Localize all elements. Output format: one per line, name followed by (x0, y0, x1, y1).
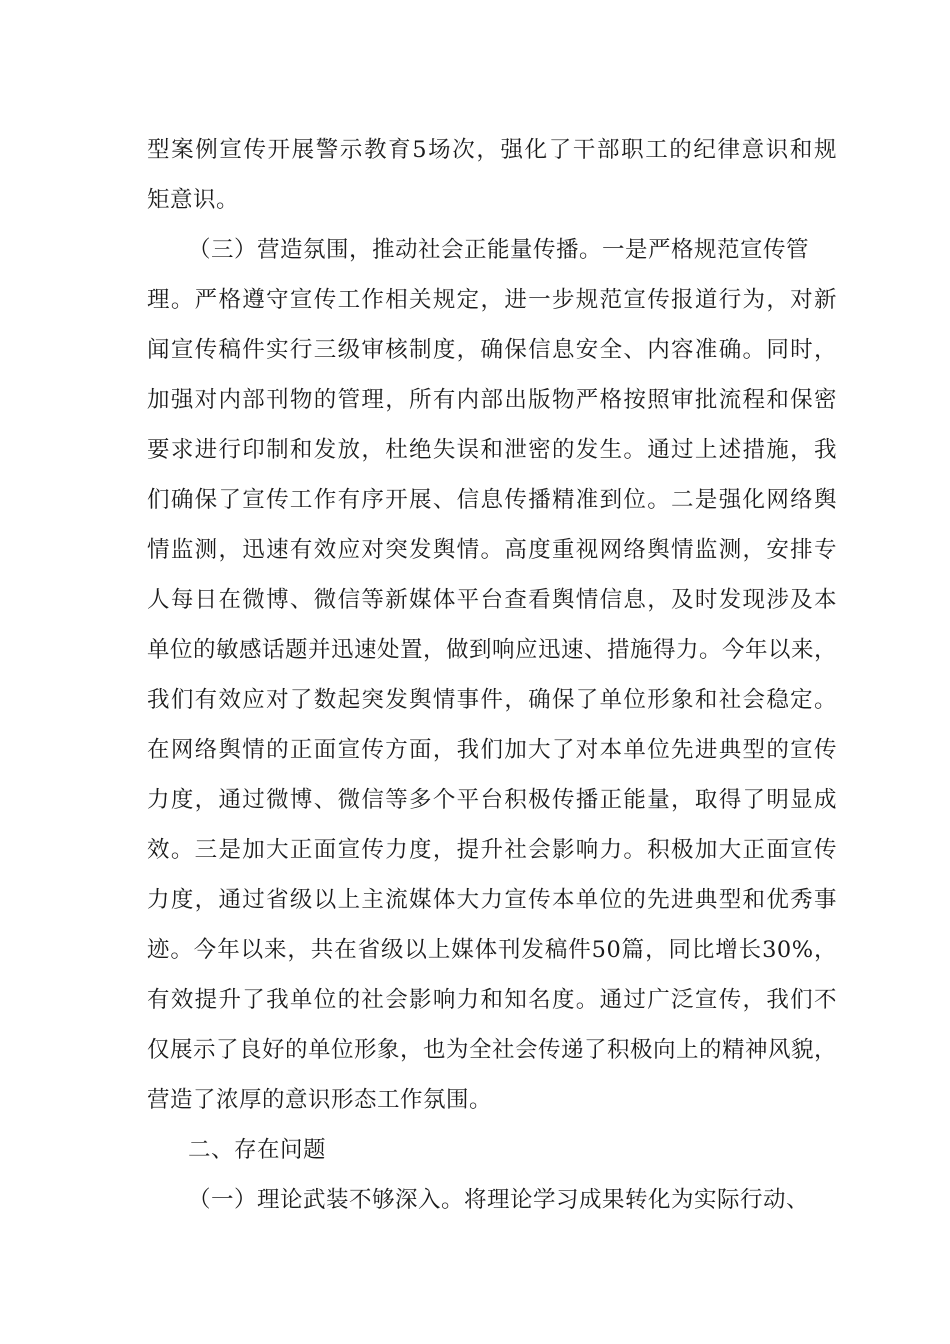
text-line: 在网络舆情的正面宣传方面，我们加大了对本单位先进典型的宣传 (147, 737, 837, 763)
text-line: 迹。今年以来，共在省级以上媒体刊发稿件50篇，同比增长30%， (147, 937, 837, 963)
text-line: 理。严格遵守宣传工作相关规定，进一步规范宣传报道行为，对新 (147, 287, 837, 313)
text-line: 有效提升了我单位的社会影响力和知名度。通过广泛宣传，我们不 (147, 987, 837, 1013)
text-line: 们确保了宣传工作有序开展、信息传播精准到位。二是强化网络舆 (147, 487, 837, 513)
text-line: 效。三是加大正面宣传力度，提升社会影响力。积极加大正面宣传 (147, 837, 837, 863)
text-line: 闻宣传稿件实行三级审核制度，确保信息安全、内容准确。同时， (147, 337, 837, 363)
text-line: 加强对内部刊物的管理，所有内部出版物严格按照审批流程和保密 (147, 387, 837, 413)
text-line: 力度，通过省级以上主流媒体大力宣传本单位的先进典型和优秀事 (147, 887, 837, 913)
text-line: 型案例宣传开展警示教育5场次，强化了干部职工的纪律意识和规 (147, 137, 837, 163)
text-line: 要求进行印制和发放，杜绝失误和泄密的发生。通过上述措施，我 (147, 437, 837, 463)
text-line: 力度，通过微博、微信等多个平台积极传播正能量，取得了明显成 (147, 787, 837, 813)
text-line: 我们有效应对了数起突发舆情事件，确保了单位形象和社会稳定。 (147, 687, 837, 713)
text-line: 情监测，迅速有效应对突发舆情。高度重视网络舆情监测，安排专 (147, 537, 837, 563)
text-line: 人每日在微博、微信等新媒体平台查看舆情信息，及时发现涉及本 (147, 587, 837, 613)
subsection-heading-1: （一）理论武装不够深入。将理论学习成果转化为实际行动、 (188, 1187, 810, 1213)
text-line: 单位的敏感话题并迅速处置，做到响应迅速、措施得力。今年以来， (147, 637, 838, 663)
text-line: 仅展示了良好的单位形象，也为全社会传递了积极向上的精神风貌， (147, 1037, 838, 1063)
section-heading-2: 二、存在问题 (188, 1137, 327, 1163)
text-line: 营造了浓厚的意识形态工作氛围。 (147, 1087, 493, 1113)
section-heading-3: （三）营造氛围，推动社会正能量传播。一是严格规范宣传管 (188, 237, 810, 263)
text-line: 矩意识。 (147, 187, 240, 213)
